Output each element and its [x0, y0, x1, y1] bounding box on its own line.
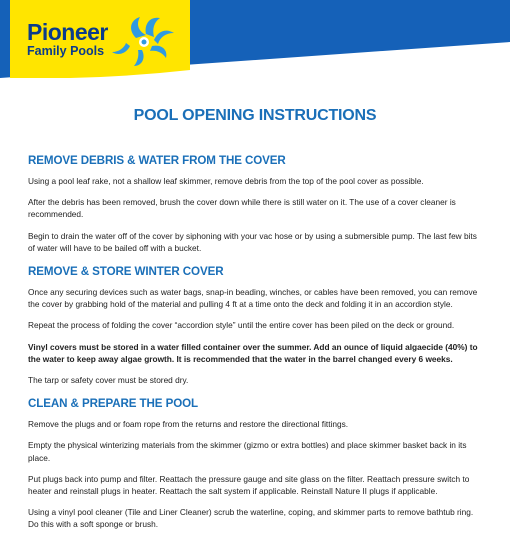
paragraph-bold: Vinyl covers must be stored in a water filled container over the summer. Add an ounce of liquid algaecide (40%) to the water to keep away algae growth. It is recommended that the water in the barrel changed every 6 weeks.: [28, 341, 478, 364]
paragraph: Begin to drain the water off of the cover by siphoning with your vac hose or by using a submersible pump. The last few bits of water will have to be bailed off with a bucket.: [28, 230, 477, 253]
paragraph: Once any securing devices such as water bags, snap-in beading, winches, or cables have been removed, you can remove the cover by grabbing hold of the material and pulling 4 ft at a time onto the deck and folding it in an accordion style.: [28, 287, 478, 310]
paragraph: After the debris has been removed, brush the cover down while there is still water on it. The use of a cover cleaner is recommended.: [28, 197, 456, 220]
paragraph: Using a vinyl pool cleaner (Tile and Liner Cleaner) scrub the waterline, coping, and skimmer parts to remove bathtub ring. Do this with a soft sponge or brush.: [28, 507, 474, 530]
document-body: [28, 154, 480, 542]
section-clean-prepare: [28, 397, 480, 530]
section-heading: REMOVE DEBRIS & WATER FROM THE COVER: [28, 154, 286, 167]
section-heading: CLEAN & PREPARE THE POOL: [28, 397, 199, 411]
page-title: POOL OPENING INSTRUCTIONS: [133, 107, 377, 124]
section-remove-store-cover: [28, 265, 480, 386]
logo-tagline: Family Pools: [27, 44, 105, 58]
paragraph: Empty the physical winterizing materials from the skimmer (gizmo or extra bottles) and place skimmer basket back in its place.: [28, 440, 467, 463]
section-heading: REMOVE & STORE WINTER COVER: [28, 265, 224, 279]
header-banner: [0, 0, 510, 78]
logo-brand-name: Pioneer: [27, 19, 108, 45]
paragraph: Remove the plugs and or foam rope from the returns and restore the directional fittings.: [28, 419, 349, 430]
paragraph: Put plugs back into pump and filter. Reattach the pressure gauge and site glass on the filter. Reattach pressure switch to heater and reinstall plugs in heater. Reattach the salt system if applicable. Reinstall Nature II plugs if applicable.: [28, 473, 470, 497]
logo: [27, 20, 108, 58]
paragraph: Using a pool leaf rake, not a shallow leaf skimmer, remove debris from the top of the pool cover as possible.: [28, 176, 424, 186]
section-remove-debris: [28, 154, 480, 254]
paragraph: Repeat the process of folding the cover “accordion style” until the entire cover has been piled on the deck or ground.: [28, 320, 455, 331]
paragraph: The tarp or safety cover must be stored dry.: [28, 375, 189, 386]
